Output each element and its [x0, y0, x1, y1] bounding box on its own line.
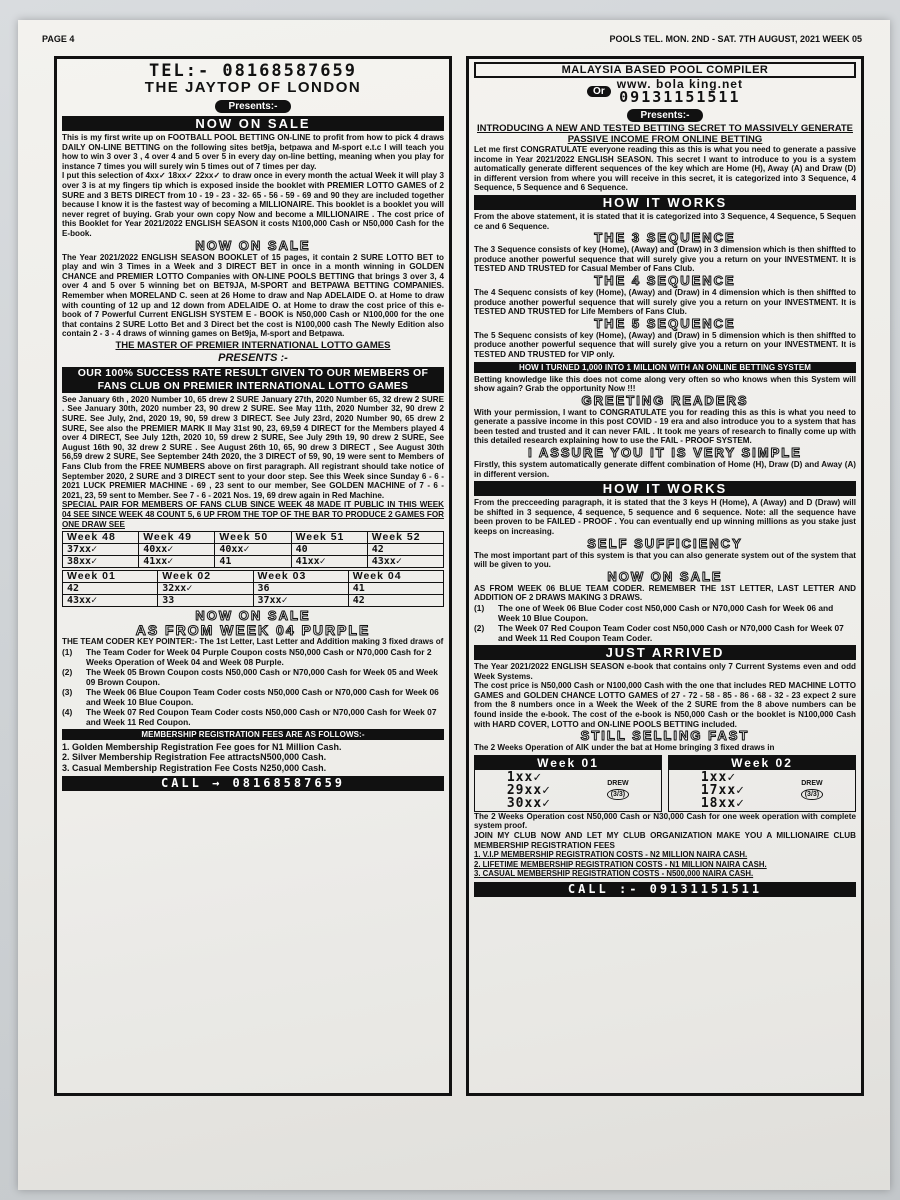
- week-header: Week 51: [291, 532, 367, 544]
- assure-heading: I ASSURE YOU IT IS VERY SIMPLE: [528, 445, 802, 461]
- week-header: Week 01: [63, 571, 158, 583]
- table-cell: 41: [215, 556, 291, 568]
- weeks-table-48-52: [62, 531, 444, 568]
- list-item: (3) The Week 06 Blue Coupon Team Coder costs N50,000 Cash or N70,000 Cash for Week 06 and Week 10 Blue Coupon.: [62, 686, 439, 707]
- table-row: [63, 571, 444, 583]
- contact-block: [474, 78, 856, 105]
- draw-results: [474, 755, 856, 812]
- week-header: Week 48: [63, 532, 139, 544]
- list-item: 2. LIFETIME MEMBERSHIP REGISTRATION COSTS - N1 MILLION NAIRA CASH.: [474, 859, 767, 869]
- list-item: 1. V.I.P MEMBERSHIP REGISTRATION COSTS - N2 MILLION NAIRA CASH.: [474, 850, 748, 860]
- week-header: Week 50: [215, 532, 291, 544]
- draw-box-week-01: [474, 755, 662, 812]
- membership-list: [474, 850, 856, 879]
- results-paragraph: See January 6th , 2020 Number 10, 65 drew 2 SURE January 27th, 2020 Number 65, 32 drew 2 SURE . See January 30th, 2020 number 23, 90 drew 2 SURE. See May 11th, 2020 Number 32, 90 drew 2 SURE. See July, 2nd, 2020 19, 90, 59 drew 3 DIRECT. See July 23rd, 2020 Number 90, 65 drew 2 SURE, See also the PREMIER MARK II May 31st 90, 23, 69,59 4 DIRECT for the Members played 4 over 4 DIRECT, See July 12th, 2020 10, 59 drew 2 SURE, See July 29th 19, 90 drew 2 SURE, See August 16th 90, 32 drew 2 SURE . See August 26th 10, 65, 90 drew 3 DIRECT , See August 30th 56,59 drew 2 SURE, See September 24th 2020, the 3 DIRECT of 59, 90, 19 were sent to Members of Fans Club from the FREE NUMBERS above on first paragraph. All registrant should take notice of September 2020, 2 SURE and 3 DIRECT sent to your door step. See this Week since Sunday 6 - 6 - 2021 LUCK PREMIER MACHINE - 69 , 23 sent to our member, See GOLDEN MACHINE of 7 - 6 - 2021, 23, 59 sent to Member. See 7 - 6 - 2021 Nos. 19, 69 drew again in Red Machine.: [62, 394, 444, 500]
- intro-paragraph: Let me first CONGRATULATE everyone reading this as this is what you need to generate a passive income in Year 2021/2022 ENGLISH SEASON. This secret I want to introduce to you is a system automatically generate different sequences of the key which are Home (H), Away (A) and Draw (D) in different version from where you will receive in this secret, it is categorized into 3 Sequence, 4 Sequence, 5 Sequence and 6 Sequence.: [474, 145, 856, 193]
- week-header: Week 49: [139, 532, 215, 544]
- intro-heading: INTRODUCING A NEW AND TESTED BETTING SECRET TO MASSIVELY GENERATE PASSIVE INCOME FROM ONLINE BETTING: [477, 123, 853, 145]
- list-item: (4) The Week 07 Red Coupon Team Coder costs N50,000 Cash or N70,000 Cash for Week 07 and Week 11 Red Coupon.: [62, 706, 437, 727]
- presents-pill: Presents:-: [627, 109, 704, 122]
- coupon-list: [62, 647, 444, 727]
- weeks-table-01-04: [62, 570, 444, 607]
- tel-heading: TEL:- 08168587659: [149, 61, 357, 81]
- website: www. bola king.net: [616, 77, 743, 91]
- table-row: [63, 583, 444, 595]
- week-header: Week 04: [348, 571, 443, 583]
- three-sequence-heading: THE 3 SEQUENCE: [594, 230, 736, 246]
- left-advert-column: [54, 56, 452, 1096]
- how-it-works-paragraph: From the above statement, it is stated that it is categorized into 3 Sequence, 4 Sequence, 5 Sequen ce and 6 Sequence.: [474, 211, 856, 231]
- table-cell: 41xx✓: [291, 556, 367, 568]
- three-sequence-paragraph: The 3 Sequence consists of key (Home), (Away) and (Draw) in 3 dimension which is then shiffted to produce another powerful sequence that will surely give you a return on your INVESTMENT. It is TESTED AND TRUSTED for Casual Member of Fans Club.: [474, 245, 856, 274]
- list-item: (1) The one of Week 06 Blue Coder cost N50,000 Cash or N70,000 Cash for Week 06 and Week 10 Blue Coupon.: [474, 603, 834, 623]
- table-cell: 32xx✓: [158, 583, 253, 595]
- million-bar: HOW I TURNED 1,000 INTO 1 MILLION WITH AN ONLINE BETTING SYSTEM: [474, 362, 856, 373]
- join-club-paragraph: JOIN MY CLUB NOW AND LET MY CLUB ORGANIZATION MAKE YOU A MILLIONAIRE CLUB MEMBERSHIP REGISTRATION FEES: [474, 830, 856, 850]
- draw-box-title: Week 02: [669, 756, 855, 770]
- presents-pill: Presents:-: [215, 100, 292, 113]
- table-cell: 37xx✓: [253, 595, 348, 607]
- draw-numbers: 1xx✓ 17xx✓ 18xx✓: [700, 769, 745, 811]
- page-header: [42, 34, 862, 44]
- still-selling-heading: STILL SELLING FAST: [580, 728, 750, 744]
- intro-paragraph: This is my first write up on FOOTBALL POOL BETTING ON-LINE to profit from how to pick 4 draws DAILY ON-LINE BETTING on the following sites bet9ja, betpawa and M-sport e.t.c I will teach you how to win 3 over 3 , 4 over 4 and 5 over 5 in every day on-line betting, meaning when you play for instance 7 times you will surely win 5 times out of 7 times per day.: [62, 133, 444, 171]
- master-line: THE MASTER OF PREMIER INTERNATIONAL LOTTO GAMES: [115, 339, 391, 351]
- week-header: Week 02: [158, 571, 253, 583]
- four-sequence-heading: THE 4 SEQUENCE: [594, 272, 736, 288]
- table-cell: 40: [291, 544, 367, 556]
- self-sufficiency-heading: SELF SUFFICIENCY: [587, 535, 743, 551]
- greeting-heading: GREETING READERS: [581, 392, 749, 408]
- selection-paragraph: I put this selection of 4xx✓ 18xx✓ 22xx✓ to draw once in every month the actual Week it will play 3 over 3 is at my fingers tip which is exposed inside the booklet with PREMIER LOTTO GAMES of 2 SURE and 3 BETS DIRECT from 10 - 19 - 23 - 32- 65 - 56 - 59 - 69 and 90 they are included together because I know it is the fastest way of becoming a MILLIONAIRE. This booklet is a booklet you will never regret of buying. Grab your own copy Now and become a MILLIONAIRE . The cost price of this Booklet for Year 2021/2022 ENGLISH SEASON it costs N100,000 Cash or N50,000 Cash for the E-book.: [62, 171, 444, 238]
- special-pair-paragraph: SPECIAL PAIR FOR MEMBERS OF FANS CLUB SINCE WEEK 48 MADE IT PUBLIC IN THIS WEEK 04 SEE SINCE WEEK 48 COUNT 5, 6 UP FROM THE TOP OF THE BAR TO PRODUCE 2 GAMES FOR ONE DRAW SEE: [62, 500, 444, 529]
- table-cell: 38xx✓: [63, 556, 139, 568]
- just-arrived-bar: JUST ARRIVED: [474, 645, 856, 660]
- phone-number: 09131151511: [619, 88, 741, 106]
- table-cell: 41: [348, 583, 443, 595]
- call-bar: CALL :- 09131151511: [474, 882, 856, 897]
- blue-team-paragraph: AS FROM WEEK 06 BLUE TEAM CODER. REMEMBER THE 1ST LETTER, LAST LETTER AND ADDITION OF 2 DRAWS MAKING 3 DRAWS.: [474, 583, 856, 603]
- draw-box-title: Week 01: [475, 756, 661, 770]
- week-header: Week 52: [367, 532, 443, 544]
- table-cell: 42: [63, 583, 158, 595]
- list-item: 2. Silver Membership Registration Fee attractsN500,000 Cash.: [62, 752, 327, 763]
- assure-paragraph: Firstly, this system automatically generate diffent combination of Home (H), Draw (D) and Away (A) in different version.: [474, 460, 856, 479]
- table-cell: 41xx✓: [139, 556, 215, 568]
- million-paragraph: Betting knowledge like this does not come along very often so who knows when this System will show again? Grab the opportunity Now !!!: [474, 374, 856, 394]
- week-header: Week 03: [253, 571, 348, 583]
- list-item: (2) The Week 07 Red Coupon Team Coder cost N50,000 Cash or N70,000 Cash for Week 07 and Week 11 Red Coupon Team Coder.: [474, 623, 844, 643]
- compiler-heading: MALAYSIA BASED POOL COMPILER: [474, 62, 856, 78]
- table-row: [63, 544, 444, 556]
- list-item: (2) The Week 05 Brown Coupon costs N50,000 Cash or N70,000 Cash for Week 05 and Week 09 Brown Coupon.: [62, 666, 438, 687]
- table-cell: 42: [348, 595, 443, 607]
- now-on-sale-heading: NOW ON SALE: [195, 608, 311, 624]
- table-cell: 33: [158, 595, 253, 607]
- ebook-paragraph: The Year 2021/2022 ENGLISH SEASON e-book that contains only 7 Current Systems even and odd Week Systems.: [474, 662, 856, 681]
- key-pointer-paragraph: THE TEAM CODER KEY POINTER:- The 1st Letter, Last Letter and Addition making 3 fixed draws of: [62, 637, 444, 647]
- table-cell: 43xx✓: [367, 556, 443, 568]
- draw-count-badge: (3/3): [801, 789, 823, 800]
- list-item: (1) The Team Coder for Week 04 Purple Coupon costs N50,000 Cash or N70,000 Cash for 2 Weeks Operation of Week 04 and Week 08 Purple.: [62, 646, 432, 667]
- greeting-paragraph: With your permission, I want to CONGRATULATE you for reading this as this is what you need to generate a passive income in this post COVID - 19 era and also introduce you to a system that has been tested and trusted and it can never FAIL . It took me years of research to finally come up with this detailed research explaining how to use the FAIL - PROOF SYSTEM.: [474, 407, 856, 446]
- table-row: [63, 556, 444, 568]
- operation-cost-paragraph: The 2 Weeks Operation cost N50,000 Cash or N30,000 Cash for one week operation with complete system proof.: [474, 811, 856, 831]
- list-item: 3. Casual Membership Registration Fee Costs N250,000 Cash.: [62, 762, 327, 773]
- five-sequence-paragraph: The 5 Sequenc consists of key (Home), (Away) and (Draw) in 5 dimension which is then shiffted to produce another powerful sequence that will surely give you a return on your INVESTMENT. It is TESTED AND TRUSTED for VIP only.: [474, 330, 856, 359]
- draw-numbers: 1xx✓ 29xx✓ 30xx✓: [506, 769, 551, 811]
- table-cell: 40xx✓: [139, 544, 215, 556]
- right-advert-column: [466, 56, 864, 1096]
- now-on-sale-bar: NOW ON SALE: [62, 116, 444, 131]
- drew-label: DREW (3/3): [607, 780, 629, 799]
- drew-label: DREW (3/3): [801, 780, 823, 799]
- table-cell: 40xx✓: [215, 544, 291, 556]
- now-on-sale-heading: NOW ON SALE: [195, 237, 311, 253]
- table-cell: 37xx✓: [63, 544, 139, 556]
- table-cell: 43xx✓: [63, 595, 158, 607]
- four-sequence-paragraph: The 4 Sequenc consists of key (Home), (Away) and (Draw) in 4 dimension which is then shiffted to produce another powerful sequence that will surely give you a return on your INVESTMENT. It is TESTED AND TRUSTED for Life Members of Fans Club.: [474, 287, 856, 317]
- table-cell: 42: [367, 544, 443, 556]
- draw-count-badge: (3/3): [607, 789, 629, 800]
- advertiser-name: THE JAYTOP OF LONDON: [144, 79, 362, 96]
- operation-line: The 2 Weeks Operation of AIK under the bat at Home bringing 3 fixed draws in: [474, 743, 775, 753]
- draw-box-week-02: [668, 755, 856, 812]
- success-rate-bar: OUR 100% SUCCESS RATE RESULT GIVEN TO OUR MEMBERS OF FANS CLUB ON PREMIER INTERNATIONAL LOTTO GAMES: [62, 367, 444, 393]
- how-it-works-paragraph: From the precceeding paragraph, it is stated that the 3 keys H (Home), A (Away) and D (Draw) will be shifted in 3 sequence, 4 sequence, 5 sequence and 6 sequence. Note: all the sequence have been proven to be FAILED - PROOF . You can eventually end up winning millions as you stake just keeps on increasing.: [474, 498, 856, 537]
- how-it-works-bar: HOW IT WORKS: [474, 481, 856, 496]
- cost-paragraph: The cost price is N50,000 Cash or N100,000 Cash with the one that includes RED MACHINE LOTTO GAMES and GOLDEN CHANCE LOTTO GAMES of 27 - 72 - 58 - 85 - 86 - 68 - 32 - 23 expect 2 sure from the 8 numbers once in a Week the Week of the 2 SURE from the 8 above numbers can be found inside the e-book. The cost of the e-book is N50,000 Cash or the booklet is N100,000 Cash with HARD COVER, LOTTO and ON-LINE POOLS BETTING included.: [474, 681, 856, 729]
- as-from-week-04-heading: AS FROM WEEK 04 PURPLE: [135, 622, 371, 639]
- call-bar: CALL → 08168587659: [62, 776, 444, 791]
- list-item: 3. CASUAL MEMBERSHIP REGISTRATION COSTS - N500,000 NAIRA CASH.: [474, 869, 754, 879]
- issue-title: POOLS TEL. MON. 2ND - SAT. 7TH AUGUST, 2021 WEEK 05: [609, 34, 862, 44]
- table-row: [63, 595, 444, 607]
- self-sufficiency-paragraph: The most important part of this system is that you can also generate system out of the system that will be given to you.: [474, 550, 856, 570]
- page-label: PAGE 4: [42, 34, 75, 44]
- or-badge: Or: [587, 86, 611, 97]
- booklet-paragraph: The Year 2021/2022 ENGLISH SEASON BOOKLET of 15 pages, it contain 2 SURE LOTTO BET to play and win 3 Times in a Week and 3 DIRECT BET in once in a month winning in GOLDEN CHANCE and PREMIER LOTTO Companies with ON-LINE POOLS BETTING that brings 3 over 3, 4 over 4 and 5 over 5 winning bet on BET9JA, M-SPORT and BETPAWA BETTING COMPANIES. Remember when MORELAND C. seen at 26 Home to draw and Nap ADELAIDE O. at Home to draw with counting of 12 up and 12 down from ADELAIDE O. at Home to draw the cost price of this e-book of 7 Powerful Current ENGLISH SYSTEM E - BOOK is N50,000 Cash or N100,000 for the one that contains 2 SURE Lotto Bet and 3 Direct bet the cost is N100,000 cash The Newly Edition also contain 2 - 3 - 4 draws of winning games on Bet9ja, M-sport and Betpawa.: [62, 252, 444, 339]
- five-sequence-heading: THE 5 SEQUENCE: [594, 315, 736, 331]
- list-item: 1. Golden Membership Registration Fee goes for N1 Million Cash.: [62, 741, 342, 752]
- now-on-sale-heading: NOW ON SALE: [607, 568, 723, 584]
- how-it-works-bar: HOW IT WORKS: [474, 195, 856, 210]
- membership-list: [62, 742, 444, 774]
- coupon-list: [474, 603, 856, 643]
- presents-heading: PRESENTS :-: [218, 351, 288, 364]
- membership-fees-bar: MEMBERSHIP REGISTRATION FEES ARE AS FOLLOWS:-: [62, 729, 444, 740]
- table-row: [63, 532, 444, 544]
- table-cell: 36: [253, 583, 348, 595]
